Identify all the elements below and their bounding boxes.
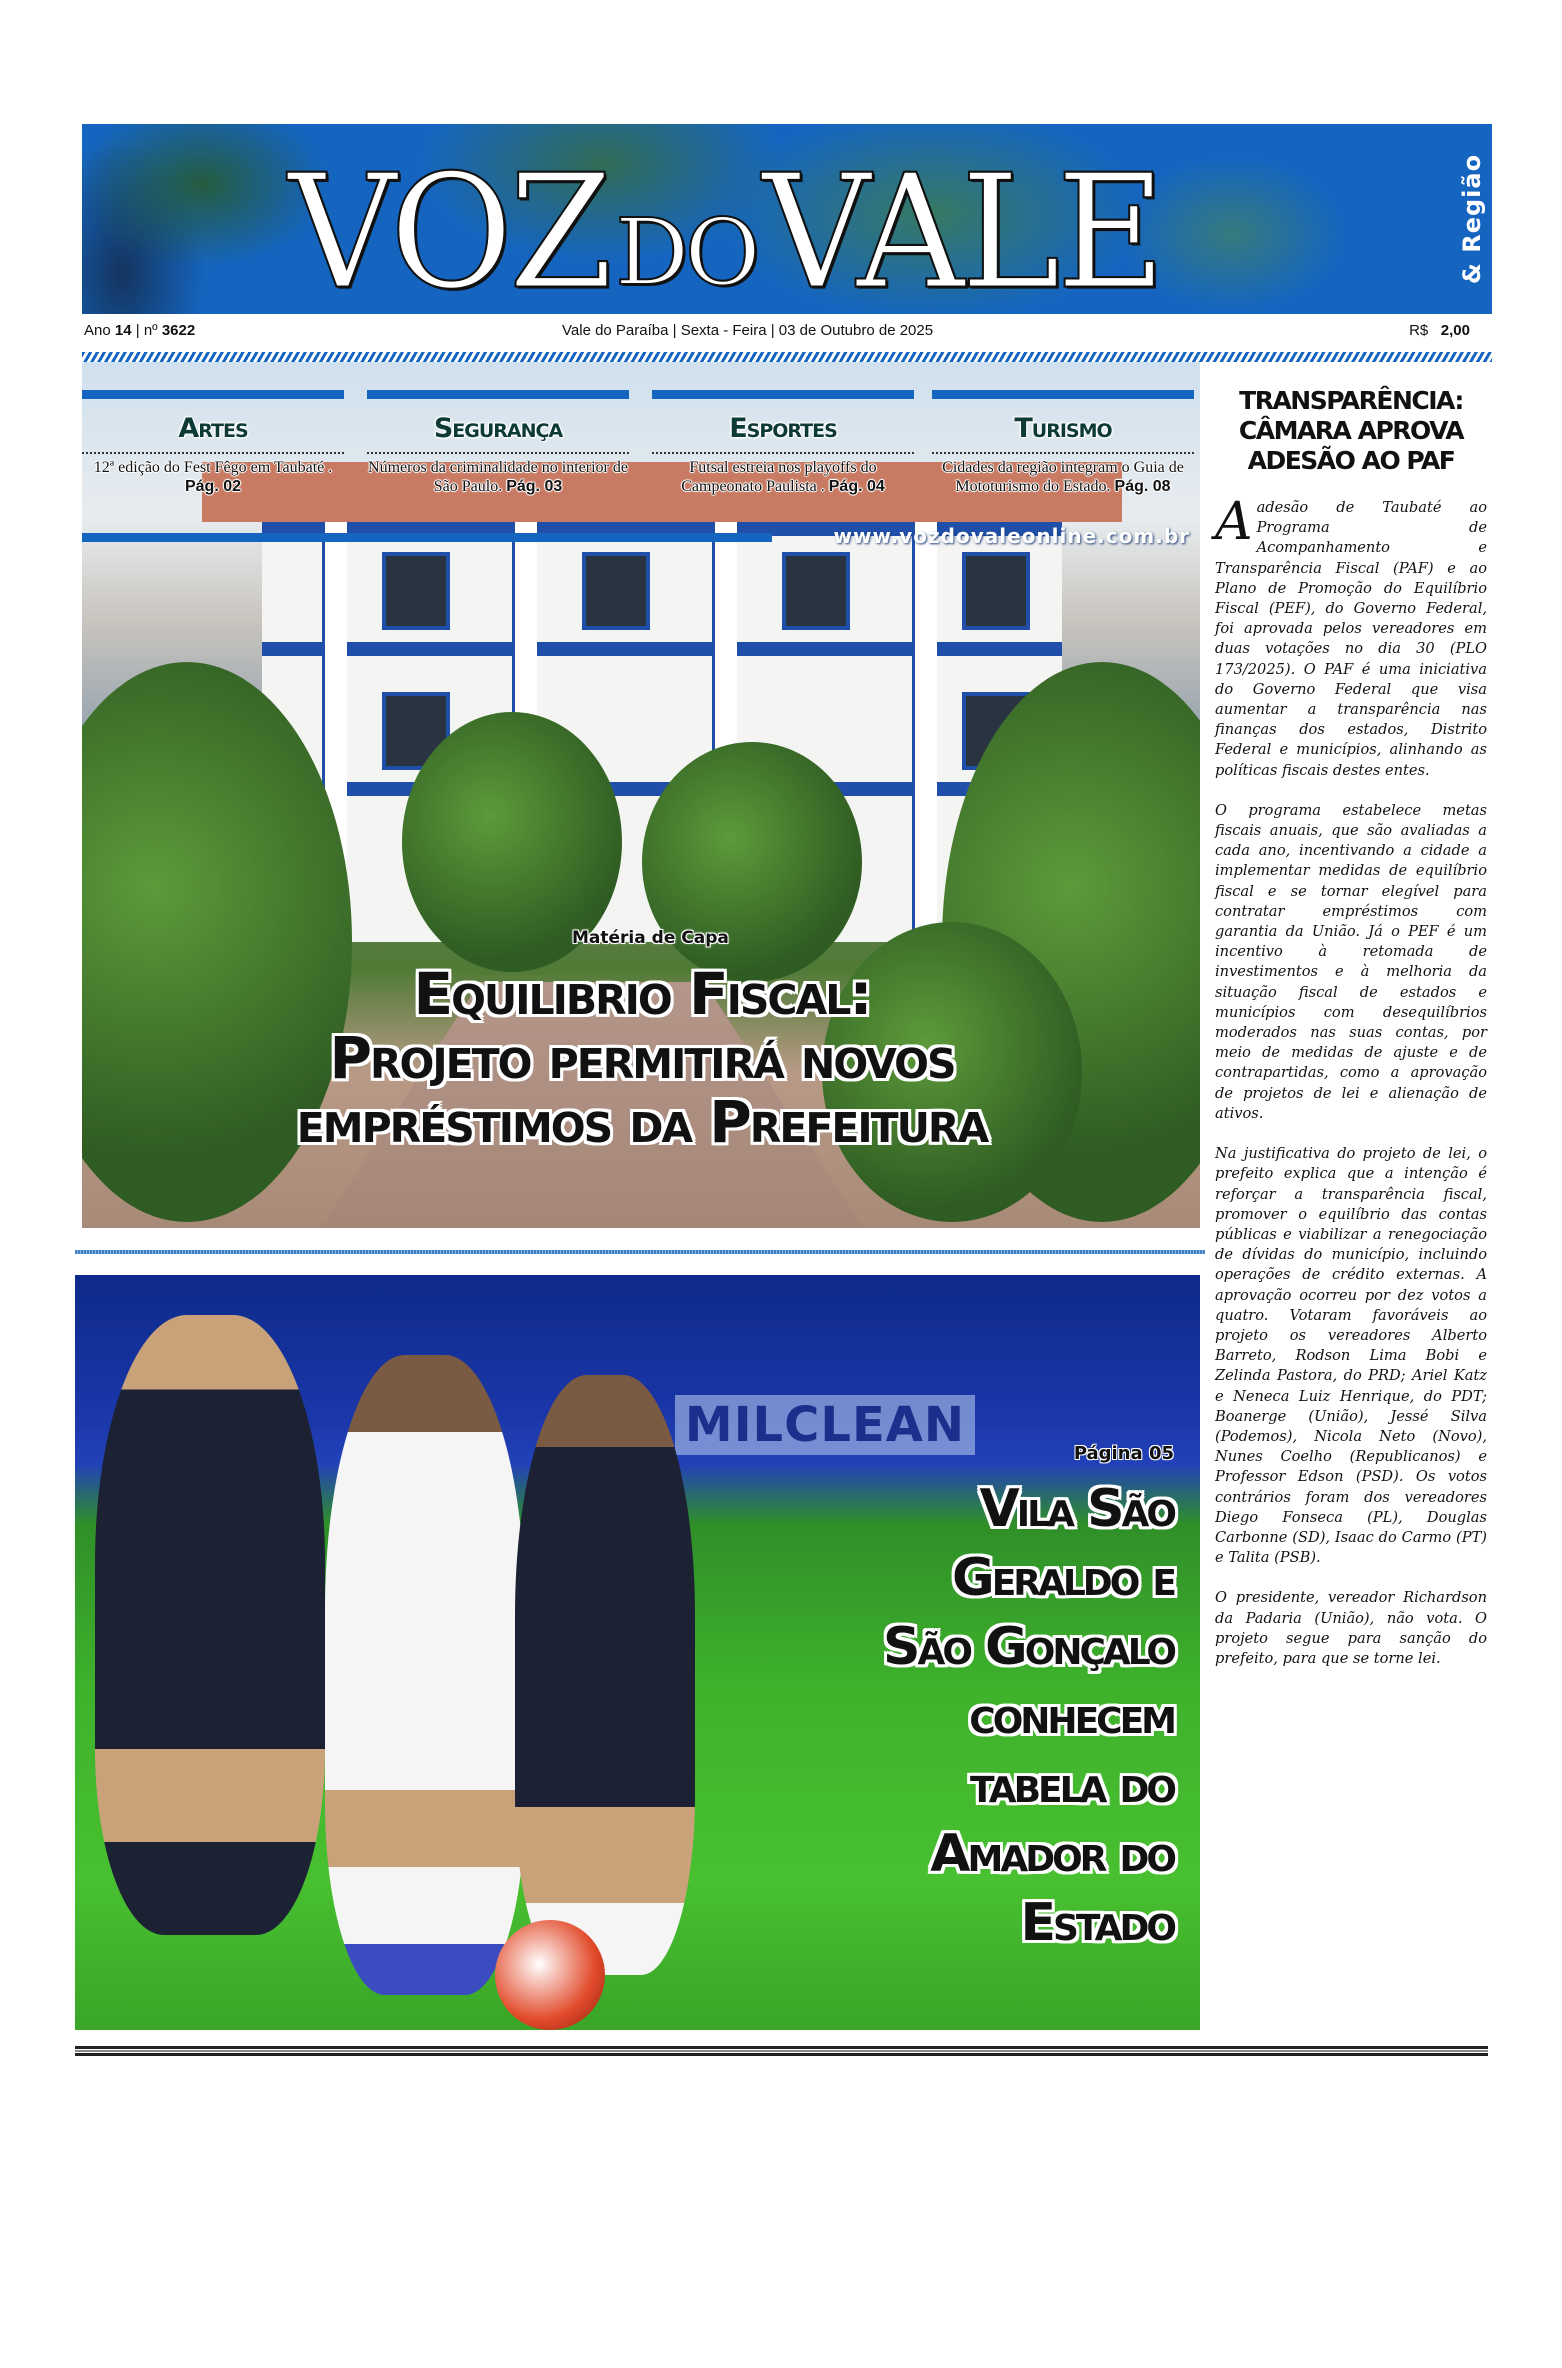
ano-label: Ano <box>84 322 111 339</box>
sports-headline-line: São Gonçalo <box>883 1617 1174 1677</box>
section-desc: Números da criminalidade no interior de São Paulo. <box>368 459 628 495</box>
article-paragraph <box>1215 492 1487 781</box>
sports-headline-line: tabela do <box>969 1755 1174 1815</box>
article-paragraph-text: adesão de Taubaté ao Programa de Acompanhamento e Transparência Fiscal (PAF) e ao Plano de Promoção do Equilíbrio Fiscal (PEF), do Governo Federal, foi aprovada pelos vereadores em duas votações no dia 30 (PLO 173/2025). O PAF é uma iniciativa do Governo Federal que visa aumentar a transparência nas finanças dos estados, Distrito Federal e municípios, alinhando as políticas fiscais destes entes. <box>1215 499 1487 779</box>
player-figure <box>515 1375 695 1975</box>
section-name: Segurança <box>433 413 563 444</box>
section-teasers <box>82 390 1200 548</box>
bottom-double-rule <box>75 2046 1488 2056</box>
soccer-ball <box>495 1920 605 2030</box>
numero-value: 3622 <box>161 322 196 339</box>
edition-info-row <box>82 316 1492 346</box>
cover-headline[interactable] <box>122 962 1162 1154</box>
price-label: R$ <box>1409 322 1429 339</box>
dropcap: A <box>1215 492 1253 552</box>
section-teaser-artes[interactable] <box>82 390 344 496</box>
sidebar-article-body <box>1215 492 1487 1669</box>
cover-headline-line: empréstimos da Prefeitura <box>296 1088 988 1156</box>
regiao-label: & Região <box>1458 153 1487 285</box>
player-figure <box>95 1315 325 1935</box>
sports-headline-line: Amador do <box>930 1824 1174 1884</box>
section-teaser-seguranca[interactable] <box>367 390 629 496</box>
article-paragraph: O presidente, vereador Richardson da Padaria (União), não vota. O projeto segue para sanção do prefeito, para que se torne lei. <box>1215 1589 1487 1667</box>
place-date: Vale do Paraíba | Sexta - Feira | 03 de Outubro de 2025 <box>562 322 934 339</box>
section-divider <box>75 1250 1205 1254</box>
section-page: Pág. 02 <box>184 478 242 495</box>
sidebar-article <box>1215 386 1487 1689</box>
url-bar <box>82 533 772 542</box>
section-name: Turismo <box>1014 413 1112 444</box>
ano-value: 14 <box>114 322 132 339</box>
sports-headline-line: Estado <box>1020 1893 1174 1953</box>
player-figure <box>325 1355 525 1995</box>
section-desc: 12ª edição do Fest Fêgo em Taubaté . <box>93 459 333 476</box>
hatched-divider <box>82 352 1492 362</box>
cover-kicker: Matéria de Capa <box>572 928 729 948</box>
logo-do: DO <box>615 199 757 306</box>
regiao-tag <box>1452 124 1492 314</box>
section-name: Esportes <box>729 413 837 444</box>
cover-headline-line: Projeto permitirá novos <box>329 1024 955 1092</box>
sports-headline-line: conhecem <box>969 1686 1174 1746</box>
separator: | <box>135 322 140 339</box>
price-value: 2,00 <box>1440 322 1470 339</box>
logo-voz: VOZ <box>288 141 610 325</box>
section-teaser-esportes[interactable] <box>652 390 914 496</box>
price <box>1409 322 1470 339</box>
sports-kicker: Página 05 <box>1073 1443 1174 1464</box>
section-page: Pág. 08 <box>1114 478 1171 495</box>
cover-photo <box>82 362 1200 1228</box>
section-page: Pág. 03 <box>506 478 563 495</box>
section-name: Artes <box>178 413 248 444</box>
edition-number <box>84 322 195 339</box>
cover-headline-line: Equilibrio Fiscal: <box>413 960 871 1028</box>
logo-vale: VALE <box>762 141 1162 325</box>
sidebar-article-headline[interactable]: TRANSPARÊNCIA: CÂMARA APROVA ADESÃO AO PAF <box>1238 386 1464 475</box>
sports-headline[interactable] <box>714 1475 1174 1958</box>
section-desc: Futsal estreia nos playoffs do Campeonato Paulista . <box>681 459 877 495</box>
section-desc: Cidades da região integram o Guia de Mototurismo do Estado. <box>942 459 1184 495</box>
numero-label: nº <box>143 322 158 339</box>
article-paragraph: O programa estabelece metas fiscais anuais, que são avaliadas a cada ano, incentivando a cidade a implementar medidas de equilíbrio fiscal e se tornar elegível para contratar empréstimos com garantia da União. Já o PEF é um incentivo à retomada de investimentos e à melhoria da situação fiscal de estados e municípios com desequilíbrios moderados nas suas contas, por meio de medidas de ajuste e de contrapartidas, como a aprovação de projetos de lei e alienação de ativos. <box>1215 801 1487 1122</box>
website-link[interactable]: www.vozdovaleonline.com.br <box>833 524 1190 548</box>
sports-headline-line: Vila São <box>979 1479 1174 1539</box>
newspaper-logo <box>165 138 1285 325</box>
article-paragraph: Na justificativa do projeto de lei, o prefeito explica que a intenção é reforçar a transparência fiscal, promover o equilíbrio das contas públicas e viabilizar a renegociação de dívidas do município, incluindo operações de crédito externas. A aprovação ocorreu por dez votos a quatro. Votaram favoráveis ao projeto os vereadores Alberto Barreto, Rodson Lima Bobi e Zelinda Pastora, do PRD; Ariel Katz e Neneca Luiz Henrique, do PDT; Boanerge (União), Jessé Silva (Podemos), Nicola Neto (Novo), Nunes Coelho (Republicanos) e Professor Edson (PSD). Os votos contrários foram dos vereadores Diego Fonseca (PL), Douglas Carbonne (SD), Isaac do Carmo (PT) e Talita (PSB). <box>1215 1145 1487 1567</box>
section-teaser-turismo[interactable] <box>932 390 1194 496</box>
section-page: Pág. 04 <box>828 478 885 495</box>
sports-headline-line: Geraldo e <box>952 1548 1174 1608</box>
sports-photo <box>75 1275 1200 2030</box>
stadium-banner: MILCLEAN <box>675 1395 975 1455</box>
